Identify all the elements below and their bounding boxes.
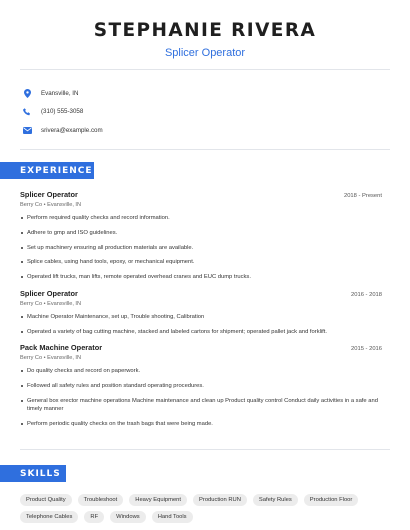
skill-chip: Production RUN — [193, 494, 247, 506]
skills-heading: SKILLS — [0, 465, 66, 482]
job-title: Splicer Operator — [20, 289, 78, 298]
bullet-item: General box erector machine operations Machine maintenance and clean up Product quality control Conduct daily activities in a safe and timely manner — [20, 397, 382, 413]
skill-chip: Safety Rules — [253, 494, 298, 506]
job-company: Berry Co • Evansville, IN — [20, 301, 82, 307]
bullet-item: Operated lift trucks, man lifts, remote operated overhead cranes and EUC dump trucks. — [20, 273, 382, 281]
contact-email-text[interactable]: srivera@example.com — [41, 126, 103, 134]
skill-chip: Windows — [110, 511, 146, 523]
skill-chip: Product Quality — [20, 494, 72, 506]
job-entry — [20, 343, 382, 434]
resume-header — [0, 0, 410, 59]
job-title: Pack Machine Operator — [20, 343, 103, 352]
skill-chip: RF — [84, 511, 104, 523]
job-dates: 2015 - 2016 — [351, 346, 382, 352]
experience-heading: EXPERIENCE — [0, 162, 94, 179]
bullet-item: Splice cables, using hand tools, epoxy, or mechanical equipment. — [20, 258, 382, 266]
bullet-item: Adhere to gmp and ISO guidelines. — [20, 229, 382, 237]
phone-icon — [22, 107, 32, 117]
job-bullets — [20, 313, 382, 336]
contact-location-text: Evansville, IN — [41, 89, 79, 97]
candidate-name: STEPHANIE RIVERA — [93, 20, 317, 41]
contact-location — [22, 84, 103, 102]
contact-phone-text: (310) 555-3058 — [41, 108, 84, 115]
header-divider — [20, 69, 390, 70]
contact-list — [22, 84, 103, 140]
skill-chip: Troubleshoot — [78, 494, 124, 506]
job-company: Berry Co • Evansville, IN — [20, 355, 82, 361]
location-pin-icon — [22, 88, 32, 98]
skills-list — [20, 494, 398, 523]
skill-chip: Heavy Equipment — [129, 494, 187, 506]
job-entry — [20, 190, 382, 288]
skill-chip: Hand Tools — [152, 511, 193, 523]
bullet-item: Operated a variety of bag cutting machine, stacked and labeled cartons for shipment; operated pallet jack and forklift. — [20, 328, 382, 336]
envelope-icon — [22, 125, 32, 135]
contact-email[interactable] — [22, 121, 103, 139]
bullet-item: Followed all safety rules and position standard operating procedures. — [20, 382, 382, 390]
bullet-item: Perform required quality checks and record information. — [20, 214, 382, 222]
job-bullets — [20, 214, 382, 281]
job-company: Berry Co • Evansville, IN — [20, 202, 82, 208]
job-bullets — [20, 367, 382, 428]
contact-phone — [22, 103, 103, 121]
job-title: Splicer Operator — [20, 190, 78, 199]
contact-divider — [20, 149, 390, 150]
skill-chip: Telephone Cables — [20, 511, 78, 523]
bullet-item: Set up machinery ensuring all production materials are available. — [20, 244, 382, 252]
skill-chip: Production Floor — [304, 494, 359, 506]
job-entry — [20, 289, 382, 343]
experience-divider — [20, 449, 390, 450]
bullet-item: Do quality checks and record on paperwork. — [20, 367, 382, 375]
candidate-title: Splicer Operator — [164, 47, 246, 59]
bullet-item: Perform periodic quality checks on the trash bags that were being made. — [20, 420, 382, 428]
bullet-item: Machine Operator Maintenance, set up, Trouble shooting, Calibration — [20, 313, 382, 321]
job-dates: 2018 - Present — [343, 193, 382, 199]
job-dates: 2016 - 2018 — [351, 292, 382, 298]
